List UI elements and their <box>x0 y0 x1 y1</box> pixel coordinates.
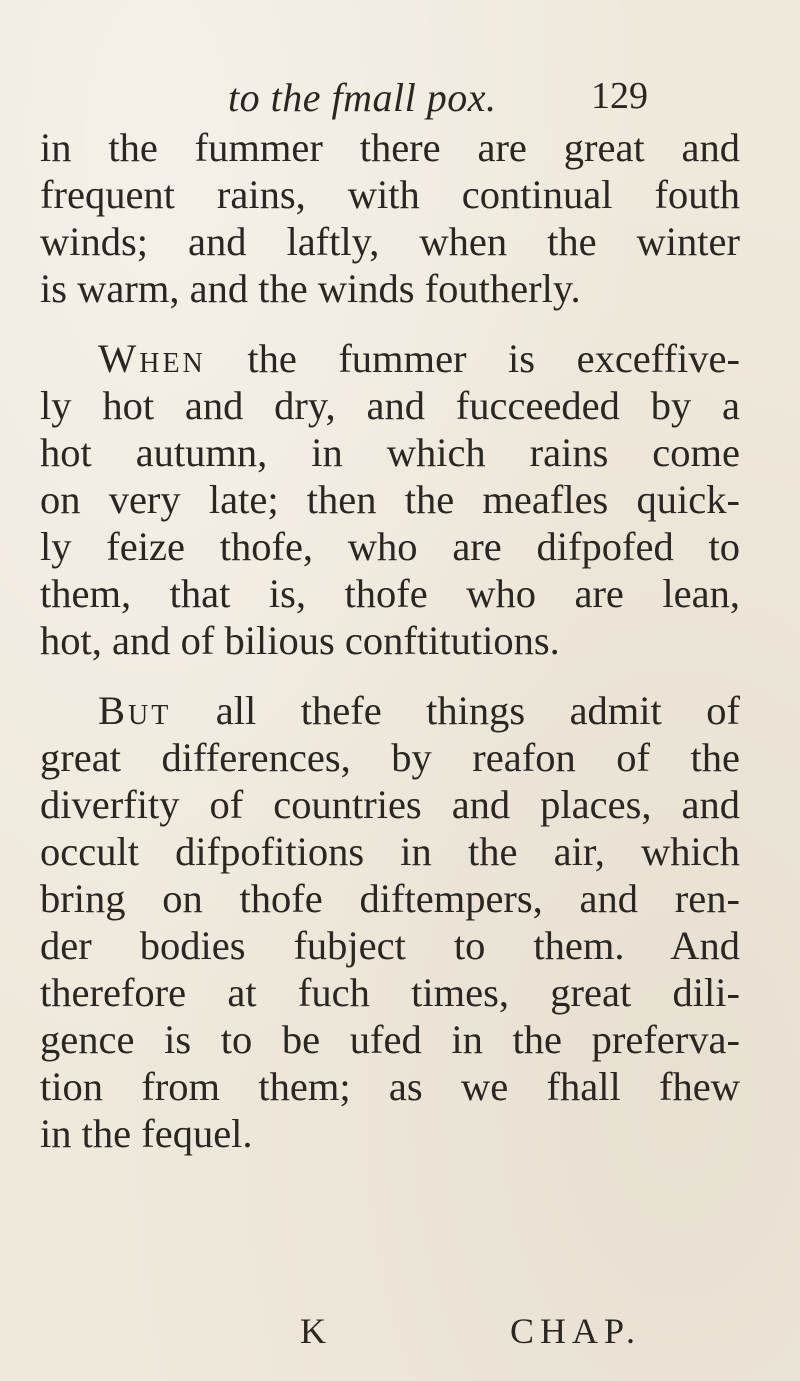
text-line: der bodies fubject to them. And <box>40 923 740 968</box>
running-head <box>228 74 648 124</box>
text-line: therefore at fuch times, great dili- <box>40 970 740 1015</box>
paragraph-3 <box>40 687 740 1157</box>
paragraph-lead-word: When <box>98 336 206 381</box>
text-line: on very late; then the meafles quick- <box>40 477 740 522</box>
body-text <box>40 124 740 1157</box>
text-line: ly feize thofe, who are difpofed to <box>40 524 740 569</box>
text-line: tion from them; as we fhall fhew <box>40 1064 740 1109</box>
text-line: frequent rains, with continual fouth <box>40 172 740 217</box>
running-title: to the fmall pox. <box>228 75 497 120</box>
paragraph-gap <box>40 312 740 335</box>
text-line: hot, and of bilious conftitutions. <box>40 618 560 663</box>
paragraph-2 <box>40 335 740 664</box>
paragraph-lead-word: But <box>98 688 172 733</box>
text-line: occult difpofitions in the air, which <box>40 829 740 874</box>
text-line: in the fequel. <box>40 1111 253 1156</box>
text-line <box>40 687 740 734</box>
text-line: great differences, by reafon of the <box>40 735 740 780</box>
paragraph-1 <box>40 124 740 312</box>
text-line: bring on thofe diftempers, and ren- <box>40 876 740 921</box>
text-run: all thefe things admit of <box>171 688 740 733</box>
paragraph-gap <box>40 664 740 687</box>
text-line: diverfity of countries and places, and <box>40 782 740 827</box>
text-line: winds; and laftly, when the winter <box>40 219 740 264</box>
text-line: hot autumn, in which rains come <box>40 430 740 475</box>
text-line: in the fummer there are great and <box>40 125 740 170</box>
signature-mark: K <box>300 1311 326 1351</box>
text-line: is warm, and the winds foutherly. <box>40 266 581 311</box>
catchword: CHAP. <box>510 1311 642 1351</box>
text-line: ly hot and dry, and fucceeded by a <box>40 383 740 428</box>
page-footer <box>0 1310 800 1360</box>
text-line: gence is to be ufed in the preferva- <box>40 1017 740 1062</box>
page-number: 129 <box>591 75 648 117</box>
text-line: them, that is, thofe who are lean, <box>40 571 740 616</box>
text-run: the fummer is exceffive- <box>205 336 740 381</box>
text-line <box>40 335 740 382</box>
